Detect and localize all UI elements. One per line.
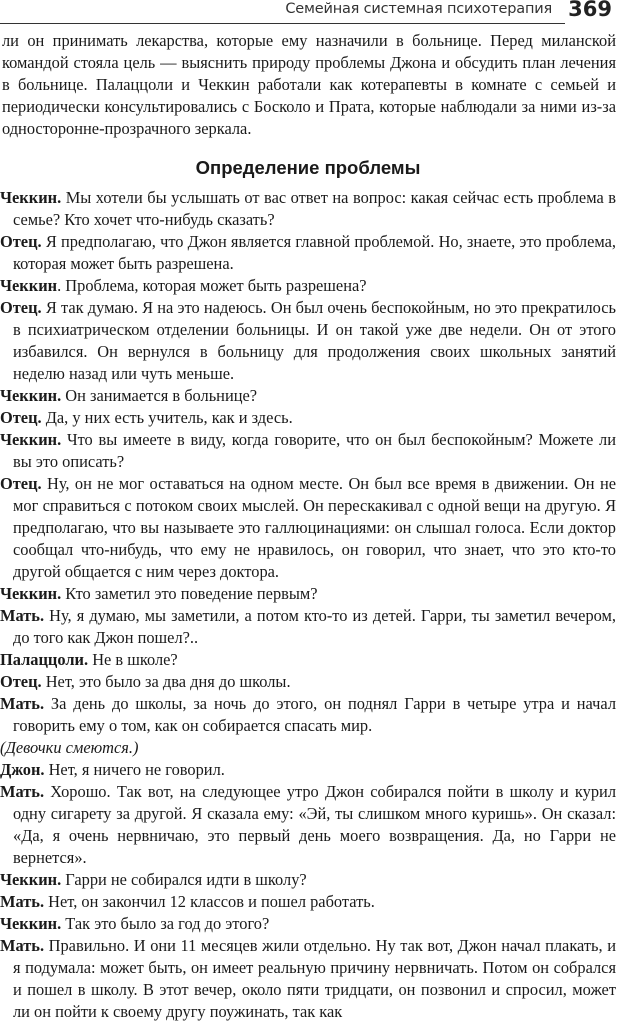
speaker-name: Отец. <box>0 408 42 427</box>
speech-text: Нет, он закончил 12 классов и пошел работать. <box>44 892 375 911</box>
speaker-name: Мать. <box>0 694 45 713</box>
dialogue-line <box>0 429 616 473</box>
speech-text: Гарри не собирался идти в школу? <box>61 870 307 889</box>
speaker-name: Мать. <box>0 782 45 801</box>
speech-text: . Проблема, которая может быть разрешена? <box>57 276 367 295</box>
speech-text: Он занимается в больнице? <box>61 386 258 405</box>
speech-text: Я предполагаю, что Джон является главной проблемой. Но, знаете, это проблема, которая может быть разрешена. <box>13 232 616 273</box>
speaker-name: Отец. <box>0 474 42 493</box>
dialogue-line <box>0 385 616 407</box>
header-rule <box>0 23 565 24</box>
dialogue-line <box>0 693 616 737</box>
speaker-name: Отец. <box>0 232 42 251</box>
dialogue-line <box>0 913 616 935</box>
running-title: Семейная системная психотерапия <box>285 1 552 17</box>
speaker-name: Джон. <box>0 760 45 779</box>
dialogue-line <box>0 583 616 605</box>
dialogue-line <box>0 935 616 1023</box>
speaker-name: Мать. <box>0 606 45 625</box>
page-number: 369 <box>568 0 612 21</box>
speaker-name: Чеккин <box>0 276 58 295</box>
speech-text: Хорошо. Так вот, на следующее утро Джон собирался пойти в школу и курил одну сигарету за другой. Я сказала ему: «Эй, ты слишком много куришь». Он сказал: «Да, я очень нервничаю, это первый день моего возвращения. Да, но Гарри не вернется». <box>13 782 616 867</box>
speech-text: Не в школе? <box>88 650 178 669</box>
speech-text: Что вы имеете в виду, когда говорите, что он был беспокойным? Можете ли вы это описать? <box>13 430 616 471</box>
dialogue-line <box>0 671 616 693</box>
page-body <box>0 30 616 1023</box>
speech-text: Да, у них есть учитель, как и здесь. <box>41 408 293 427</box>
speaker-name: Палаццоли. <box>0 650 89 669</box>
speaker-name: Чеккин. <box>0 584 62 603</box>
dialogue-transcript <box>0 187 616 1023</box>
speaker-name: Отец. <box>0 672 42 691</box>
speech-text: Кто заметил это поведение первым? <box>61 584 318 603</box>
speaker-name: Чеккин. <box>0 870 62 889</box>
dialogue-line <box>0 759 616 781</box>
speaker-name: Чеккин. <box>0 430 62 449</box>
intro-paragraph: ли он принимать лекарства, которые ему назначили в больнице. Перед миланской командой стояла цель — выяснить природу проблемы Джона и обсудить план лечения в больнице. Палаццоли и Чеккин работали как котерапевты в комнате с семьей и периодически консультировались с Босколо и Прата, которые наблюдали за ними из-за односторонне-прозрачного зеркала. <box>2 31 616 138</box>
running-header <box>0 0 612 24</box>
speaker-name: Чеккин. <box>0 914 62 933</box>
stage-direction: (Девочки смеются.) <box>0 738 139 757</box>
speech-text: Ну, он не мог оставаться на одном месте. Он был все время в движении. Он не мог справиться с потоком своих мыслей. Он перескакивал с одной вещи на другую. Я предполагаю, что вы называете это галлюцинациями: он слышал голоса. Если доктор сообщал что-нибудь, что ему не нравилось, он говорил, что знает, что это кто-то другой общается с ним через доктора. <box>13 474 616 581</box>
speech-text: Нет, это было за два дня до школы. <box>41 672 291 691</box>
section-heading: Определение проблемы <box>195 157 421 178</box>
dialogue-line <box>0 473 616 583</box>
speaker-name: Чеккин. <box>0 188 62 207</box>
speech-text: Нет, я ничего не говорил. <box>44 760 225 779</box>
dialogue-line <box>0 781 616 869</box>
dialogue-line <box>0 407 616 429</box>
dialogue-line <box>0 231 616 275</box>
dialogue-line <box>0 649 616 671</box>
speaker-name: Отец. <box>0 298 42 317</box>
speech-text: За день до школы, за ночь до этого, он поднял Гарри в четыре утра и начал говорить ему о том, как он собирается спасать мир. <box>13 694 616 735</box>
dialogue-line <box>0 297 616 385</box>
dialogue-line <box>0 605 616 649</box>
dialogue-line <box>0 187 616 231</box>
speaker-name: Чеккин. <box>0 386 62 405</box>
speech-text: Мы хотели бы услышать от вас ответ на вопрос: какая сейчас есть проблема в семье? Кто хочет что-нибудь сказать? <box>13 188 616 229</box>
dialogue-line <box>0 275 616 297</box>
speaker-name: Мать. <box>0 936 45 955</box>
speech-text: Ну, я думаю, мы заметили, а потом кто-то из детей. Гарри, ты заметил вечером, до того как Джон пошел?.. <box>13 606 616 647</box>
dialogue-line <box>0 869 616 891</box>
speech-text: Так это было за год до этого? <box>61 914 270 933</box>
dialogue-line <box>0 891 616 913</box>
speech-text: Я так думаю. Я на это надеюсь. Он был очень беспокойным, но это прекратилось в психиатрическом отделении больницы. И он такой уже две недели. Он от этого избавился. Он вернулся в больницу для продолжения своих школьных занятий неделю назад или чуть меньше. <box>13 298 616 383</box>
speech-text: Правильно. И они 11 месяцев жили отдельно. Ну так вот, Джон начал плакать, и я подумала: может быть, он имеет реальную причину нервничать. Потом он собрался и пошел в школу. В этот вечер, около пяти тридцати, он позвонил и спросил, может ли он пойти к своему другу поужинать, так как <box>13 936 616 1021</box>
speaker-name: Мать. <box>0 892 45 911</box>
